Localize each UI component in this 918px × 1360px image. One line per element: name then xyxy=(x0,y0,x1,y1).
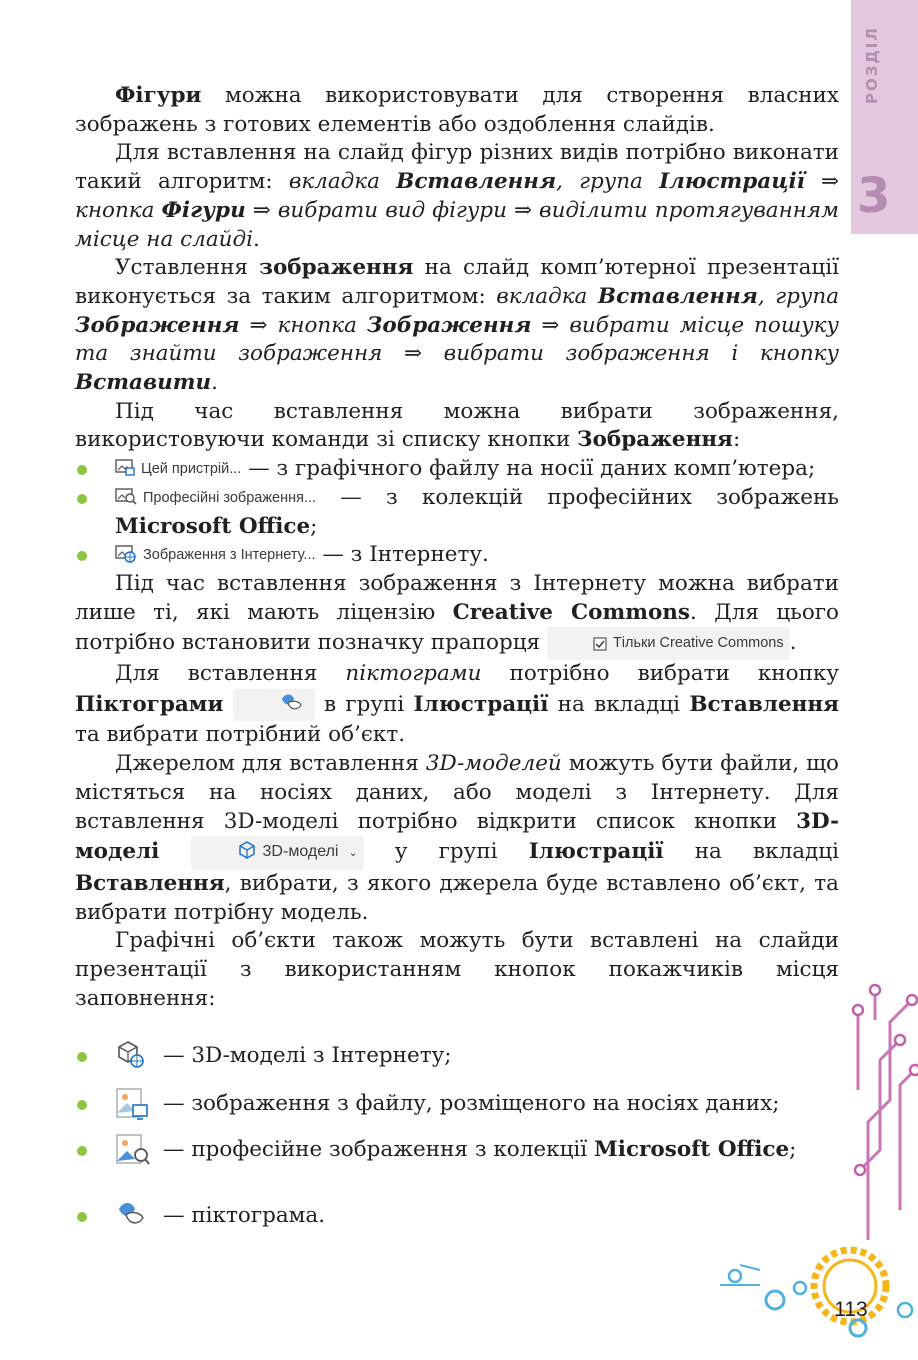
text: потрібно вибрати кнопку xyxy=(481,661,839,687)
online-pictures-command xyxy=(115,541,316,570)
text: — з Інтернету. xyxy=(315,542,489,568)
text: Графічні об’єкти також можуть бути вставлені на слайди презентації з використанням кнопок покажчиків місця заповнення: xyxy=(75,928,839,1011)
text: — піктограма. xyxy=(163,1203,326,1228)
paragraph-shapes xyxy=(75,82,839,139)
bullet-dot xyxy=(77,1100,87,1110)
term: Microsoft Office xyxy=(594,1137,790,1162)
text: , група xyxy=(556,169,660,195)
term: Ілюстрації xyxy=(659,169,805,195)
text: в групі xyxy=(314,691,414,717)
text: Під час вставлення зображення з Інтернету можна вибрати лише ті, які мають ліцензію xyxy=(75,570,839,625)
gear-icon xyxy=(720,1250,912,1336)
term: Ілюстрації xyxy=(528,839,664,865)
bullet-dot xyxy=(77,1052,87,1062)
term: Зображення xyxy=(366,312,532,338)
paragraph-image-commands xyxy=(75,398,839,455)
icons-button xyxy=(233,689,315,722)
stock-images-command xyxy=(115,484,316,513)
text: — зображення з файлу, розміщеного на носіях даних; xyxy=(163,1091,780,1116)
text: — з колекцій професійних зображень xyxy=(316,484,839,510)
text: — з графічного файлу на носії даних комп’ютера; xyxy=(241,456,816,482)
command-label: Зображення з Інтернету... xyxy=(143,547,316,564)
text: можна використовувати для створення власних зображень з готових елементів або оздоблення слайдів. xyxy=(75,83,839,137)
term: Зображення xyxy=(75,312,240,338)
term: Microsoft Office xyxy=(115,513,311,539)
text: ; xyxy=(789,1137,797,1162)
text: Уставлення xyxy=(115,255,260,281)
text: на слайд комп’ютерної презентації виконується за таким алгоритмом: xyxy=(75,255,839,309)
online-pictures-icon xyxy=(115,545,137,563)
text: : xyxy=(732,427,741,453)
paragraph-shapes-algorithm xyxy=(75,139,839,254)
term: Піктограми xyxy=(75,691,224,717)
term: Ілюстрації xyxy=(413,691,549,717)
bullet-dot xyxy=(77,1212,87,1222)
term: Зображення xyxy=(577,427,733,453)
paragraph-3d-models xyxy=(75,750,839,927)
bullet-dot xyxy=(77,1146,87,1156)
term: зображення xyxy=(259,255,414,281)
text: . xyxy=(211,370,218,396)
pictogram-icon xyxy=(115,1199,147,1229)
text: на вкладці xyxy=(548,691,690,717)
text: Для вставлення на слайд фігур різних видів потрібно виконати такий алгоритм: xyxy=(75,140,839,195)
section-number: 3 xyxy=(857,168,891,224)
paragraph-creative-commons xyxy=(75,570,839,660)
text: , група xyxy=(757,283,840,309)
term-shapes: Фігури xyxy=(115,83,202,108)
term: Вставлення xyxy=(396,169,557,195)
list-item xyxy=(75,484,839,541)
term: Вставлення xyxy=(597,283,758,309)
picture-from-file-icon xyxy=(115,1087,149,1121)
text: ⇒ кнопка xyxy=(75,169,839,223)
text: — професійне зображення з колекції xyxy=(163,1137,594,1162)
term: Вставлення xyxy=(75,870,225,896)
text: на вкладці xyxy=(663,839,839,865)
command-label: Професійні зображення... xyxy=(143,489,317,506)
command-label: Цей пристрій... xyxy=(141,461,242,478)
checkbox-label: Тільки Creative Commons xyxy=(612,635,784,652)
term: 3D-моделі xyxy=(75,808,839,865)
text: Для вставлення xyxy=(115,661,346,687)
list-item xyxy=(75,455,839,484)
text: , вибрати, з якого джерела буде вставлено об’єкт, та вибрати потрібну модель. xyxy=(75,870,839,925)
term: Фігури xyxy=(161,197,246,223)
list-item xyxy=(75,541,839,570)
text: можуть бути файли, що містяться на носіях даних, або моделі з Інтернету. Для вставлення 3D-моделі потрібно відкрити список кнопки xyxy=(75,751,839,834)
creative-commons-checkbox xyxy=(547,627,790,660)
text: . xyxy=(253,226,260,252)
text: вкладка xyxy=(288,169,397,195)
3d-models-button xyxy=(191,836,364,870)
term: Вставити xyxy=(75,370,212,396)
text: — 3D-моделі з Інтернету; xyxy=(163,1043,452,1068)
device-image-icon xyxy=(115,459,135,477)
stock-image-icon xyxy=(115,1133,151,1167)
icons-icon xyxy=(279,691,303,713)
bullet-dot xyxy=(77,465,87,475)
text: Джерелом для вставлення xyxy=(115,751,426,777)
text: ; xyxy=(310,513,318,539)
text: ⇒ вибрати місце пошуку та знайти зображення ⇒ вибрати зображення і кнопку xyxy=(75,312,839,367)
text: ⇒ вибрати вид фігури ⇒ виділити протягуванням місце на слайді xyxy=(75,197,839,252)
text: . Для цього потрібно встановити позначку прапорця xyxy=(75,599,839,656)
term: Creative Commons xyxy=(452,599,691,625)
main-text xyxy=(75,82,839,1014)
section-tab xyxy=(851,0,918,234)
term: Вставлення xyxy=(689,691,839,717)
text: вкладка xyxy=(496,283,598,309)
section-label: РОЗДІЛ xyxy=(863,26,881,104)
stock-images-icon xyxy=(115,488,137,506)
paragraph-image-algorithm xyxy=(75,254,839,398)
bullet-dot xyxy=(77,551,87,561)
term: 3D-моделей xyxy=(425,751,562,777)
page-number: 113 xyxy=(834,1298,868,1321)
checkbox-icon xyxy=(593,637,607,651)
online-3d-model-icon xyxy=(115,1039,145,1069)
button-label: 3D-моделі xyxy=(262,843,339,861)
text: Під час вставлення можна вибрати зображення, використовуючи команди зі списку кнопки xyxy=(75,398,839,453)
text: та вибрати потрібний об’єкт. xyxy=(75,722,406,748)
cube-icon xyxy=(237,840,257,860)
chevron-down-icon: ⌄ xyxy=(348,847,358,860)
bullet-dot xyxy=(77,494,87,504)
term: піктограми xyxy=(345,661,482,687)
text: . xyxy=(789,630,797,656)
text: у групі xyxy=(394,839,529,865)
this-device-command xyxy=(115,455,241,484)
circuit-decoration xyxy=(700,980,918,1360)
text: ⇒ кнопка xyxy=(239,312,367,338)
paragraph-icons xyxy=(75,660,839,750)
